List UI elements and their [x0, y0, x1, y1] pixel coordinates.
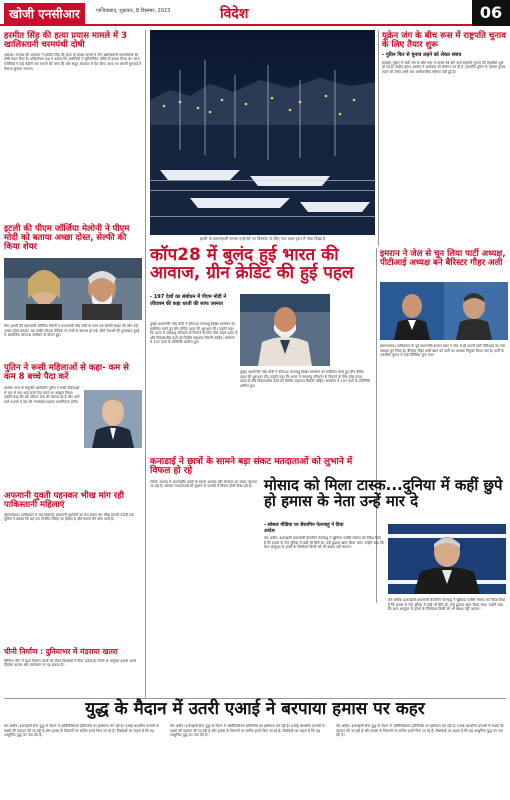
- dateline: गाजियाबाद, शुक्रवार, 8 दिसम्बर, 2023: [96, 8, 171, 14]
- subhead-cop28: - 197 देशों का संबोधन में पीएम मोदी ने जीवाश्म की कहा धरती की साफ जरूरत: [150, 294, 227, 307]
- headline-cop28: कॉप28 में बुलंद हुई भारत की आवाज, ग्रीन क्रेडिट की हुई पहल: [150, 245, 354, 283]
- headline-imran: इमरान ने जेल से चुन लिया पार्टी अध्यक्ष, पीटीआई अध्यक्ष बने बैरिस्टर गौहर अली: [380, 249, 506, 268]
- putin-photo: [84, 390, 142, 448]
- headline-china: चीनी निर्माण : दुनियाभर में मंडराया खतरा: [4, 647, 118, 656]
- body-ukraine: मास्को। यूक्रेन में जारी जंग के बीच रूस में अगले वर्ष होने वाले राष्ट्रपति चुनाव की तैयारियां शुरू हो गई हैं। केंद्रीय चुनाव आयोग ने कार्यक्रम की घोषणा कर दी है। हालांकि पुतिन के दोबारा चुनाव लड़ने को लेकर अभी तक आधिकारिक घोषणा नहीं हुई है।: [382, 60, 506, 75]
- body-warfield-col2: तेल अवीव। इजराइली सेना युद्ध के मैदान में आर्टिफिशियल इंटेलिजेंस का इस्तेमाल कर रही है। एआई आधारित प्रणाली से लक्ष्यों की पहचान की जा रही है और हमास के ठिकानों पर सटीक हमले किए जा रहे हैं। विशेषज्ञों का कहना है कि यह आधुनिक युद्ध का नया दौर है।: [170, 724, 325, 738]
- body-cop28: दुबई। प्रधानमंत्री नरेंद्र मोदी ने कॉप28 जलवायु शिखर सम्मेलन को संबोधित करते हुए ग्रीन क्रेडिट पहल की शुरुआत की। उन्होंने कहा कि भारत ने जलवायु परिवर्तन से निपटने के लिए ठोस कदम उठाए हैं और विकासशील देशों को वित्तीय सहायता मिलनी चाहिए। सम्मेलन में 197 देशों के प्रतिनिधि शामिल हुए।: [150, 322, 238, 345]
- body-mossad: तेल अवीव। इजराइली प्रधानमंत्री बेंजामिन नेतन्याहू ने खुफिया एजेंसी मोसाद को निर्देश दिया है कि हमास के नेता दुनिया में कहीं भी छिपे हों, उन्हें ढूंढकर खत्म किया जाए। उन्होंने कहा कि सात अक्टूबर के हमले के जिम्मेदार किसी को भी बख्शा नहीं जाएगा।: [264, 536, 384, 550]
- subhead-mossad: - सोशल मीडिया पर बेंजामिन नेतन्याहू ने दिया आदेश: [264, 523, 344, 534]
- story-meloni: [4, 225, 142, 252]
- harbour-photo: [150, 30, 375, 235]
- headline-khalistan: हरमीत सिंह की हत्या प्रयास मामले में 3 खालिस्तानी चरमपंथी दोषी: [4, 31, 127, 50]
- column-rule: [378, 30, 379, 246]
- body-warfield-col3: तेल अवीव। इजराइली सेना युद्ध के मैदान में आर्टिफिशियल इंटेलिजेंस का इस्तेमाल कर रही है। एआई आधारित प्रणाली से लक्ष्यों की पहचान की जा रही है और हमास के ठिकानों पर सटीक हमले किए जा रहे हैं। विशेषज्ञों का कहना है कि यह आधुनिक युद्ध का नया दौर है।: [336, 724, 504, 738]
- headline-warfield: युद्ध के मैदान में उतरी एआई ने बरपाया हमास पर कहर: [85, 699, 425, 719]
- headline-ukraine: यूक्रेन जंग के बीच रूस में राष्ट्रपति चुनाव के लिए तैयार शुरू: [382, 31, 506, 50]
- body-meloni: रोम। इटली की प्रधानमंत्री जॉर्जिया मेलोनी ने प्रधानमंत्री नरेंद्र मोदी के साथ एक सेल्फी साझा की और उन्हें अच्छा दोस्त बताया। यह तस्वीर सोशल मीडिया पर तेजी से वायरल हो गई। दोनों नेताओं की मुलाकात दुबई में आयोजित कॉप28 सम्मेलन के दौरान हुई।: [4, 324, 140, 338]
- meloni-selfie-photo: [4, 258, 142, 320]
- body-cop28-cont: दुबई। प्रधानमंत्री नरेंद्र मोदी ने कॉप28 जलवायु शिखर सम्मेलन को संबोधित करते हुए ग्रीन क्रेडिट पहल की शुरुआत की। उन्होंने कहा कि भारत ने जलवायु परिवर्तन से निपटने के लिए ठोस कदम उठाए हैं और विकासशील देशों को वित्तीय सहायता मिलनी चाहिए। सम्मेलन में 197 देशों के प्रतिनिधि शामिल हुए।: [240, 370, 370, 388]
- body-khalistan: ओटावा। कनाडा की अदालत ने हरमीत सिंह की हत्या के प्रयास मामले में तीन खालिस्तानी चरमपंथियों को दोषी करार दिया है। अभियोजन पक्ष ने बताया कि आरोपियों ने सुनियोजित तरीके से हमला किया था। जांच एजेंसियों ने कई महीनों तक मामले की जांच की और सबूत अदालत में पेश किए। सजा पर अगली सुनवाई में फैसला सुनाया जाएगा।: [4, 52, 142, 71]
- story-ukraine: [382, 32, 506, 213]
- column-rule: [145, 30, 146, 698]
- body-putin: मास्को। रूस के राष्ट्रपति व्लादिमीर पुतिन ने रूसी महिलाओं से कम से कम आठ बच्चे पैदा करने का आह्वान किया। उन्होंने कहा कि बड़े परिवार रूस की परंपरा रहे हैं और आने वाले दशकों में देश की जनसंख्या बढ़ाना प्राथमिकता होगी।: [4, 386, 80, 404]
- section-title: विदेश: [220, 6, 249, 22]
- modi-photo: [240, 294, 330, 366]
- newspaper-logo: खोजी एनसीआर: [4, 3, 85, 24]
- story-cop28: [150, 247, 370, 283]
- headline-canada: कनाडाई ने छात्रों के सामने बड़ा संकट मतदाताओं को लुभाने में विफल हो रहे: [150, 457, 353, 477]
- netanyahu-photo: [388, 524, 506, 594]
- story-warfield: [4, 698, 506, 719]
- page-number: 06: [472, 0, 510, 26]
- headline-meloni: इटली की पीएम जॉर्जिया मेलोनी ने पीएम मोदी को बताया अच्छा दोस्त, सेल्फी की किया शेयर: [4, 224, 130, 252]
- story-khalistan: [4, 32, 142, 219]
- body-afghan: इस्लामाबाद। पाकिस्तान में कई महिलाएं अफगानी युवतियों का वेश धारण कर भीख मांगती पकड़ी गईं। पुलिस ने बताया कि यह एक संगठित गिरोह का हिस्सा है और मामले की जांच जारी है।: [4, 512, 135, 522]
- headline-putin: पुतिन ने रूसी महिलाओं से कहा- कम से कम 8 बच्चे पैदा करें: [4, 363, 129, 382]
- body-imran: इस्लामाबाद। पाकिस्तान के पूर्व प्रधानमंत्री इमरान खान ने जेल से ही अपनी पार्टी पीटीआई का नया अध्यक्ष चुन लिया है। बैरिस्टर गौहर अली खान को पार्टी का अध्यक्ष नियुक्त किया गया है। पार्टी के आंतरिक चुनाव में उन्हें निर्विरोध चुना गया।: [380, 344, 505, 358]
- body-canada: टोरंटो। कनाडा में अंतरराष्ट्रीय छात्रों के सामने आवास और रोजगार का संकट गहराता जा रहा है। सरकार मतदाताओं को लुभाने के प्रयासों में विफल होती दिख रही है।: [150, 479, 257, 489]
- story-afghan: [4, 492, 142, 643]
- masthead: [0, 0, 510, 26]
- headline-mossad: मोसाद को मिला टास्क...दुनिया में कहीं छुपे हो हमास के नेता उन्हें मार दे: [264, 476, 503, 510]
- body-mossad-cont: तेल अवीव। इजराइली प्रधानमंत्री बेंजामिन नेतन्याहू ने खुफिया एजेंसी मोसाद को निर्देश दिया है कि हमास के नेता दुनिया में कहीं भी छिपे हों, उन्हें ढूंढकर खत्म किया जाए। उन्होंने कहा कि सात अक्टूबर के हमले के जिम्मेदार किसी को भी बख्शा नहीं जाएगा।: [388, 598, 506, 612]
- story-putin: [4, 364, 142, 382]
- story-china: [4, 648, 142, 701]
- subhead-ukraine: - पुतिन फिर से चुनाव लड़ने को लेकर संशय: [382, 51, 462, 58]
- headline-afghan: अफगानी युवती पहनकर भीख मांग रही पाकिस्तानी महिलाएं: [4, 491, 124, 510]
- story-imran: [380, 250, 508, 268]
- body-china: बीजिंग। चीन में बढ़ते निर्माण कार्यों को लेकर विशेषज्ञों ने चिंता जताई है। रिपोर्ट के अनुसार इसका असर वैश्विक बाजार और पर्यावरण पर पड़ सकता है।: [4, 658, 137, 668]
- photo-caption: इटली के ब्लासाइज़ी नामक एयरपोर्ट पर विस्फोट के लिए गया शहर दृश्य में गोवा दिखा है: [199, 236, 326, 241]
- imran-photo: [380, 282, 508, 340]
- body-warfield-col1: तेल अवीव। इजराइली सेना युद्ध के मैदान में आर्टिफिशियल इंटेलिजेंस का इस्तेमाल कर रही है। एआई आधारित प्रणाली से लक्ष्यों की पहचान की जा रही है और हमास के ठिकानों पर सटीक हमले किए जा रहे हैं। विशेषज्ञों का कहना है कि यह आधुनिक युद्ध का नया दौर है।: [4, 724, 159, 738]
- story-mossad: [264, 478, 506, 510]
